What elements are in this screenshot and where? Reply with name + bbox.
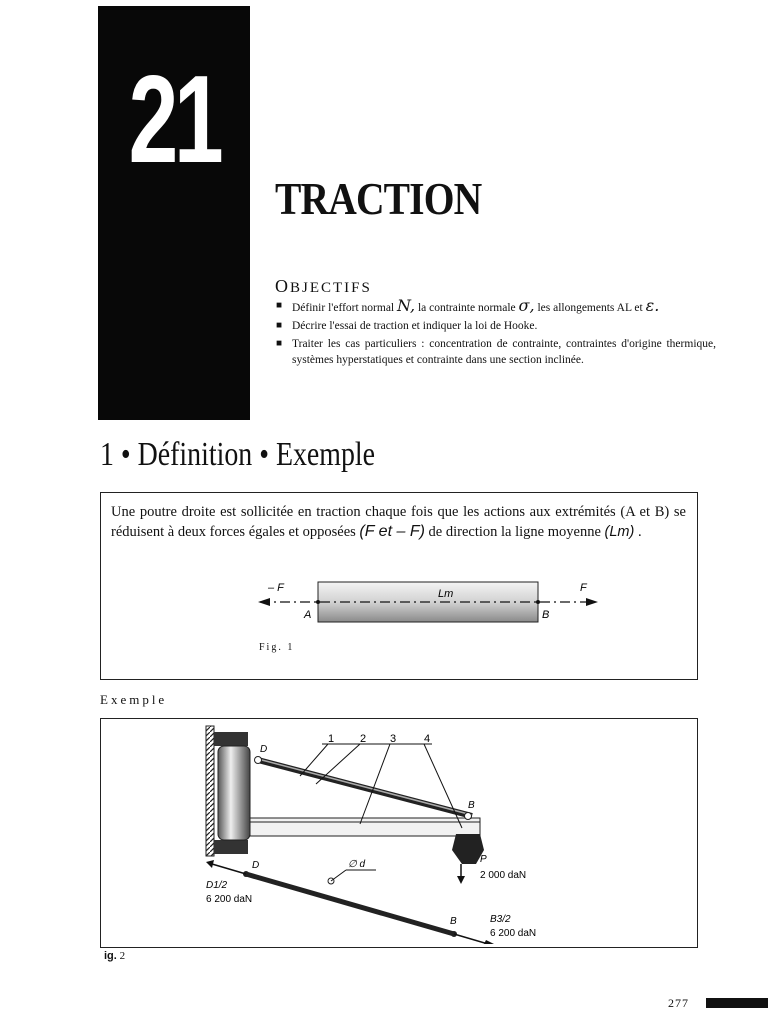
definition-text-part: Une poutre droite est sollicitée en traction chaque fois que les actions aux extrémités (A et B) se réduisent à deux forces égales et opposées bbox=[111, 504, 686, 540]
objective-item bbox=[276, 298, 716, 316]
point-b-label: B bbox=[468, 800, 475, 811]
page-edge-bar bbox=[706, 998, 768, 1008]
page-number: 277 bbox=[668, 996, 689, 1010]
arrow-right-icon bbox=[586, 598, 598, 606]
example-label: Exemple bbox=[100, 692, 168, 707]
horizontal-arm bbox=[250, 818, 480, 836]
figure-2-crane-diagram bbox=[200, 722, 560, 944]
top-bracket bbox=[214, 732, 248, 746]
force-d-shaft bbox=[212, 864, 246, 874]
isolated-rod bbox=[246, 874, 454, 934]
objective-item bbox=[276, 318, 716, 334]
callout-3-leader bbox=[360, 744, 390, 824]
figure-2-caption-prefix: ig. bbox=[104, 950, 117, 962]
symbol-epsilon: ε. bbox=[645, 296, 660, 315]
definition-text-part: de direction la ligne moyenne bbox=[424, 524, 605, 540]
force-d-name: D1/2 bbox=[206, 880, 228, 891]
chapter-title: TRACTION bbox=[275, 173, 482, 224]
tie-rod bbox=[258, 760, 472, 816]
square-bullet-icon: ■ bbox=[276, 338, 283, 349]
objective-text: les allongements AL et bbox=[534, 302, 646, 314]
point-b-label: B bbox=[542, 609, 550, 621]
mean-line-label: Lm bbox=[438, 588, 454, 600]
chapter-number: 21 bbox=[128, 51, 220, 189]
column bbox=[218, 746, 250, 840]
figure-2-caption bbox=[104, 950, 125, 962]
section-heading: 1 • Définition • Exemple bbox=[100, 436, 376, 473]
load-value: 2 000 daN bbox=[480, 870, 527, 881]
callout-4: 4 bbox=[424, 733, 431, 745]
callout-1: 1 bbox=[328, 733, 335, 745]
objective-text: Décrire l'essai de traction et indiquer la loi de Hooke. bbox=[292, 320, 538, 332]
objectives-heading bbox=[275, 276, 372, 297]
callout-4-leader bbox=[424, 744, 462, 828]
force-b-name: B3/2 bbox=[490, 914, 511, 925]
square-bullet-icon: ■ bbox=[276, 300, 283, 311]
rod-b-label: B bbox=[450, 916, 457, 927]
callout-3: 3 bbox=[390, 733, 397, 745]
objective-text: la contrainte normale bbox=[415, 302, 519, 314]
callout-2: 2 bbox=[360, 733, 367, 745]
bottom-bracket bbox=[214, 840, 248, 854]
wall bbox=[206, 726, 214, 856]
tie-rod-highlight bbox=[258, 759, 472, 815]
objective-item bbox=[276, 336, 716, 368]
callout-1-leader bbox=[300, 744, 328, 776]
diameter-leader bbox=[331, 870, 346, 881]
force-label-left: – F bbox=[268, 582, 284, 594]
load-arrow-icon bbox=[457, 876, 465, 884]
joint-b bbox=[465, 813, 472, 820]
definition-text bbox=[111, 502, 686, 542]
figure-1-beam-diagram bbox=[258, 574, 602, 634]
force-d-arrow-icon bbox=[206, 860, 214, 868]
force-b-value: 6 200 daN bbox=[490, 928, 537, 939]
figure-1-caption: Fig. 1 bbox=[259, 642, 295, 653]
point-a-marker bbox=[316, 600, 320, 604]
rod-d-label: D bbox=[252, 860, 260, 871]
objective-text: Définir l'effort normal bbox=[292, 302, 398, 314]
joint-d bbox=[255, 757, 262, 764]
point-a-label: A bbox=[304, 609, 312, 621]
symbol-sigma: σ, bbox=[518, 296, 535, 315]
arrow-left-icon bbox=[258, 598, 270, 606]
rod-diameter-label: ∅ d bbox=[348, 859, 366, 870]
mean-line-symbol: (Lm) bbox=[604, 524, 635, 540]
point-d-label: D bbox=[260, 744, 268, 755]
forces-expression: (F et – F) bbox=[359, 523, 425, 540]
force-d-value: 6 200 daN bbox=[206, 894, 253, 905]
objectives-list bbox=[276, 298, 716, 370]
objectives-heading-initial: O bbox=[275, 276, 290, 296]
objective-text: Traiter les cas particuliers : concentration de contrainte, contraintes d'origine thermique, systèmes hyperstatiques et contrainte dans une section inclinée. bbox=[292, 338, 716, 366]
objectives-heading-rest: BJECTIFS bbox=[290, 280, 372, 296]
load-name: P bbox=[480, 854, 487, 865]
symbol-n: N, bbox=[397, 296, 416, 315]
force-label-right: F bbox=[580, 582, 587, 594]
point-b-marker bbox=[536, 600, 540, 604]
figure-2-caption-number: 2 bbox=[119, 950, 126, 962]
force-b-arrow-icon bbox=[484, 940, 494, 944]
definition-text-part: . bbox=[634, 524, 642, 540]
square-bullet-icon: ■ bbox=[276, 320, 283, 331]
force-b-shaft bbox=[454, 934, 488, 944]
